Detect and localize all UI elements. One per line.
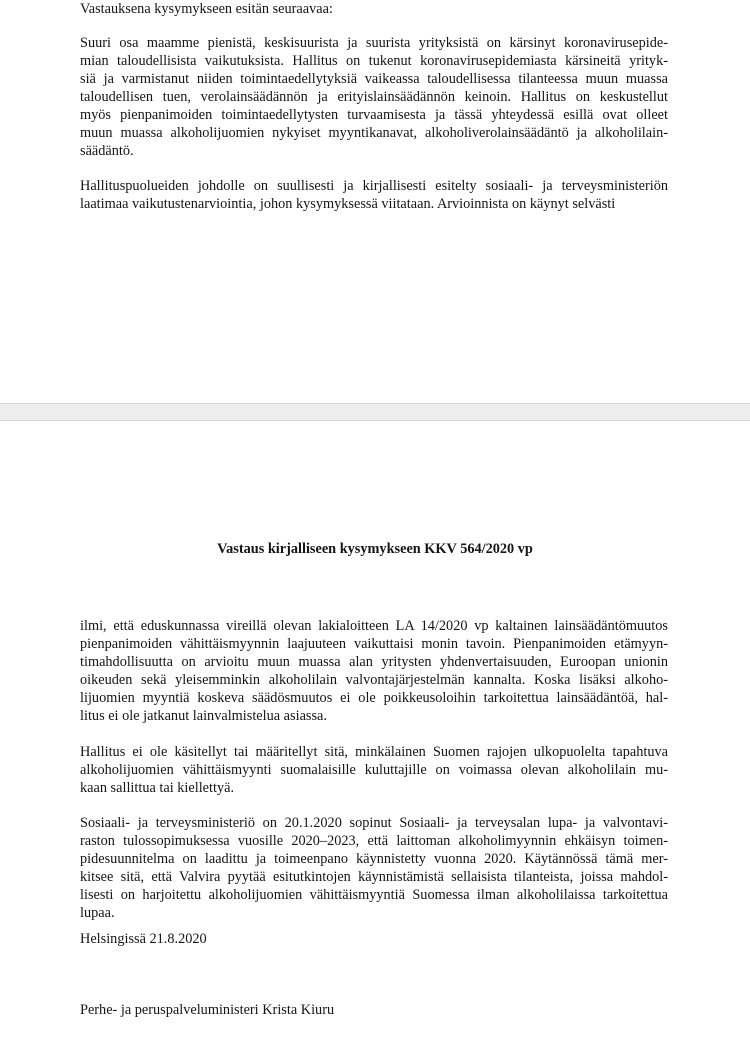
paragraph-legislative-change xyxy=(80,617,668,725)
text-line: oikeuden sekä yleisemminkin alkoholilain valvontajärjestelmän kannalta. Koska lisäksi alkoho- xyxy=(80,672,668,688)
paragraph xyxy=(80,617,668,725)
text-line: pienpanimoiden vähittäismyynnin laajuuteen vaikuttaisi monin tavoin. Pienpanimoiden etämyyn- xyxy=(80,636,668,652)
page-separator xyxy=(0,403,750,421)
paragraph xyxy=(80,177,668,213)
paragraph-valvira-agreement xyxy=(80,814,668,922)
text-line: Hallitus ei ole käsitellyt tai määritellyt sitä, minkälainen Suomen rajojen ulkopuolelta tapahtuva xyxy=(80,744,668,760)
text-line: lisesti on harjoitettu alkoholijuomien vähittäismyyntiä Suomessa ilman alkoholilaissa tarkoitettua xyxy=(80,887,668,903)
text-line: lijuomien myyntiä koskeva säädösmuutos ei ole poikkeusoloihin tarkoitettua lainsäädäntöä, hal- xyxy=(80,690,668,706)
page-title: Vastaus kirjalliseen kysymykseen KKV 564/2020 vp xyxy=(217,541,533,557)
text-line: myös pienpanimoiden toimintaedellytysten turvaamisesta ja tässä yhteydessä esillä ovat olleet xyxy=(80,107,668,123)
text-line: alkoholijuomien vähittäismyynti suomalaisille kuluttajille on voimassa olevan alkoholilain mu- xyxy=(80,762,668,778)
text-line: ilmi, että eduskunnassa vireillä olevan lakialoitteen LA 14/2020 vp kaltainen lainsäädäntömuutos xyxy=(80,618,668,634)
paragraph xyxy=(80,814,668,922)
text-line: laatimaa vaikutustenarviointia, johon kysymyksessä viitataan. Arvioinnista on käynyt selvästi xyxy=(80,196,616,212)
text-line: litus ei ole jatkanut lainvalmistelua asiassa. xyxy=(80,708,327,724)
text-line: timahdollisuutta on arvioitu muun muassa alan yritysten yhdenvertaisuuden, Euroopan unionin xyxy=(80,654,668,670)
text-line: pidesuunnitelma on laadittu ja toimeenpano käynnistetty vuonna 2020. Käytännössä tämä mer- xyxy=(80,851,668,867)
text-line: taloudellisen tuen, verolainsäädännön ja erityislainsäädännön keinoin. Hallitus on keskustellut xyxy=(80,89,668,105)
text-line: kaan sallittua tai kiellettyä. xyxy=(80,780,235,796)
text-line: Suuri osa maamme pienistä, keskisuurista ja suurista yrityksistä on kärsinyt koronavirusepide- xyxy=(80,35,668,51)
paragraph xyxy=(80,34,668,160)
paragraph-foreign-sales xyxy=(80,743,668,797)
document-page-top xyxy=(0,0,750,403)
text-line: säädäntö. xyxy=(80,143,134,159)
intro-line: Vastauksena kysymykseen esitän seuraavaa: xyxy=(80,1,333,17)
text-line: muun muassa alkoholijuomien nykyiset myyntikanavat, alkoholiverolainsäädäntö ja alkoholilain- xyxy=(80,125,668,141)
text-line: lupaa. xyxy=(80,905,115,921)
place-and-date: Helsingissä 21.8.2020 xyxy=(80,931,207,947)
text-line: mian taloudellisista vaikutuksista. Hallitus on tukenut koronavirusepidemiasta kärsineitä yrityk- xyxy=(80,53,668,69)
document-page-bottom xyxy=(0,421,750,1052)
paragraph xyxy=(80,743,668,797)
text-line: raston tulossopimuksessa vuosille 2020–2023, että laittoman alkoholimyynnin ehkäisyn toimen- xyxy=(80,833,668,849)
paragraph-economic-impact xyxy=(80,34,668,160)
text-line: Hallituspuolueiden johdolle on suullisesti ja kirjallisesti esitelty sosiaali- ja terveysministeriön xyxy=(80,178,668,194)
text-line: kitsee sitä, että Valvira pyytää esitutkintojen käynnistämistä sellaisista tilanteista, joissa mahdol- xyxy=(80,869,668,885)
signature-line: Perhe- ja peruspalveluministeri Krista Kiuru xyxy=(80,1002,335,1018)
text-line: Sosiaali- ja terveysministeriö on 20.1.2020 sopinut Sosiaali- ja terveysalan lupa- ja valvontavi- xyxy=(80,815,668,831)
paragraph-impact-assessment xyxy=(80,177,668,213)
text-line: siä ja varmistanut niiden toimintaedellytyksiä vaikeassa taloudellisessa tilanteessa muun muassa xyxy=(80,71,668,87)
